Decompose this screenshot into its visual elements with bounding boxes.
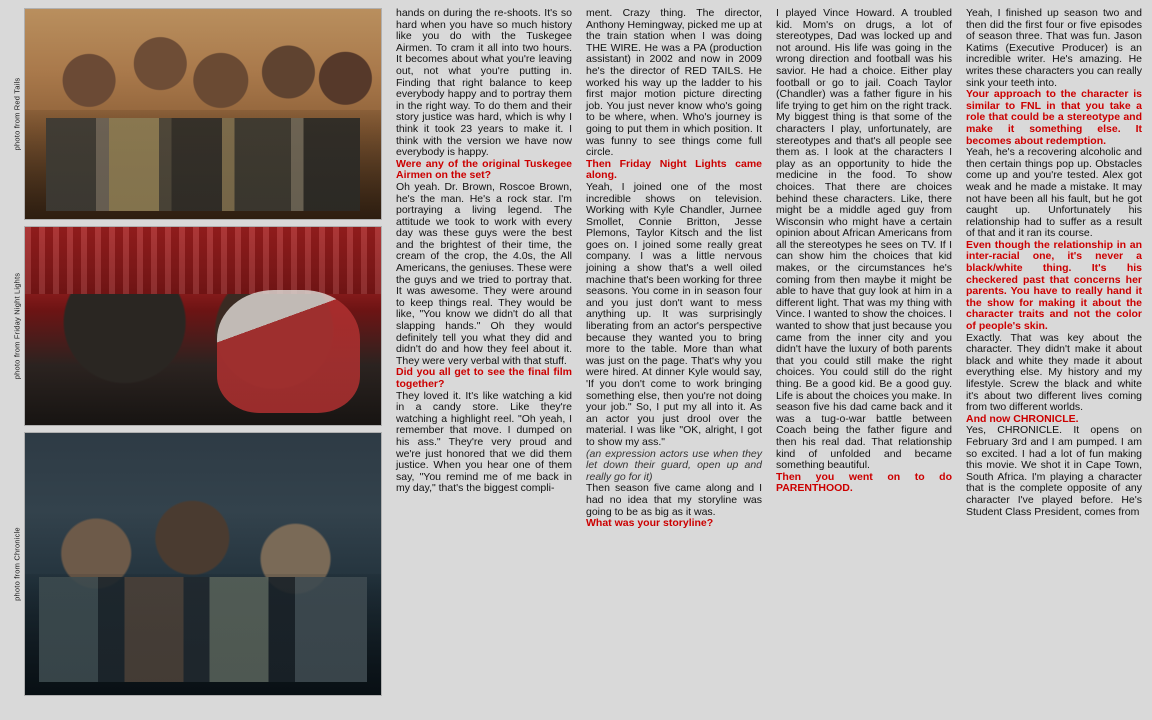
paragraph: Exactly. That was key about the character. They didn't make it about black and white they made it about everything else. My history and my lifestyle. Screw the black and white it's about two different lives coming from two different worlds. [966, 331, 1142, 414]
article-column-1 [396, 8, 572, 714]
article-text-columns [382, 8, 1142, 714]
photo-block-chronicle [10, 432, 382, 696]
paragraph: I played Vince Howard. A troubled kid. Mom's on drugs, a lot of stereotypes, Dad was locked up and not around. His life was going in the wrong direction and football was his savior. He had a choice. Either play football or go to jail. Coach Taylor (Chandler) was a father figure in his life trying to get him on the right track. My biggest thing is that some of the characters I play, unfortunately, are stereotypes and that's all people see them as. I look at the characters I play as an opportunity to hide the medicine in the food. To show choices. That there are choices behind these characters. Like, there might be a middle aged guy from Wisconsin who might have a certain opinion about African Americans from all the stereotypes he sees on TV. If I can show him the choices that kid makes, or the circumstances he's coming from then maybe it might be able to have that guy look at him in a different light. That was my thing with Vince. I wanted to show the choices. I wanted to show that just because you came from the inner city and you didn't have the luxury of both parents that you could still make the right choices. You could still do the right thing. Be a good kid. Be a good guy. Life is about the choices you make. In season five his dad came back and it was a tug-o-war battle between Coach being the father figure and then his real dad. That relationship kind of unfolded and became something beautiful. [776, 7, 952, 472]
photo-credit-chronicle: photo from Chronicle [12, 527, 22, 601]
paragraph: Yeah, he's a recovering alcoholic and then certain things pop up. Obstacles come up and you're tested. Alex got weak and he made a mistake. It may not have been all his fault, but he got caught up. Unfortunately his relationship had to suffer as a result of that and it ran its course. [966, 146, 1142, 240]
paragraph: ment. Crazy thing. The director, Anthony Hemingway, picked me up at the train station when I was doing THE WIRE. He was a PA (production assistant) in 2002 and now in 2009 he's the director of RED TAILS. He worked his way up the ladder to his first major motion picture directing job. You just never know who's going to be where, when. Who's journey is going to put them in which position. It was funny to see things come full circle. [586, 7, 762, 159]
interview-question: What was your storyline? [586, 517, 714, 530]
article-column-4 [966, 8, 1142, 714]
interview-question: Even though the relationship in an inter-racial one, it's never a black/white thing. It's his checkered past that concerns her parents. You have to really hand it the show for making it about the character traits and not the color of people's skin. [966, 238, 1142, 333]
interview-question: Then Friday Night Lights came along. [586, 157, 762, 182]
interview-question: Were any of the original Tuskegee Airmen on the set? [396, 157, 572, 182]
paragraph: They loved it. It's like watching a kid in a candy store. Like they're watching a highlight reel. "Oh yeah, I remember that move. I dumped on his ass." They're very proud and we're just honored that we did them justice. When you hear one of them say, "You remind me of me back in my day," that's the biggest compli- [396, 389, 572, 495]
photo-credit-friday-night-lights: photo from Friday Night Lights [12, 272, 22, 380]
interview-question: Then you went on to do PARENTHOOD. [776, 470, 952, 495]
photo-credit-red-tails: photo from Red Tails [12, 77, 22, 151]
photo-credit-chronicle-wrapper [10, 432, 24, 696]
paragraph: Yeah, I joined one of the most incredible shows on television. Working with Kyle Chandler, Jurnee Smollet, Connie Britton, Jesse Plemons, Taylor Kitsch and the list goes on. I joined some really great company. I was a little nervous joining a show that's a well oiled machine that's been working for three seasons. You come in in season four and you just don't want to mess anything up. It was surprisingly liberating from an actor's perspective because they wanted you to bring more to the table. More than what was just on the page. That's why you were hired. At dinner Kyle would say, 'If you don't come to work bringing something else, then you're not doing your job." So, I put my all into it. As an actor you just drool over the material. I was like "OK, alright, I got to show my ass." [586, 180, 762, 448]
article-column-2 [586, 8, 762, 714]
interview-question: Did you all get to see the final film together? [396, 366, 572, 390]
paragraph: Yeah, I finished up season two and then did the first four or five episodes of season three. That was fun. Jason Katims (Executive Producer) is an incredible writer. He's amazing. He writes these characters you can really sink your teeth into. [966, 7, 1142, 89]
interview-question: Your approach to the character is similar to FNL in that you take a role that could be a stereotype and make it something else. It becomes about redemption. [966, 88, 1142, 147]
paragraph: hands on during the re-shoots. It's so hard when you have so much history like you do with the Tuskegee Airmen. To cram it all into two hours. It becomes about what you're leaving out, not what you're putting in. Finding that right balance to keep everybody happy and to portray them in the right way. To do them and their story justice was hard, which is why I think it took 23 years to make it. I think with the version we have now everybody is happy. [396, 7, 572, 159]
chronicle-still [24, 432, 382, 696]
photo-credit-red-tails-wrapper [10, 8, 24, 220]
paragraph: Oh yeah. Dr. Brown, Roscoe Brown, he's the man. He's a rock star. I'm portraying a living legend. The attitude we took to work with every day was these guys were the best and the brightest of their time, the cream of the crop, the 4.0s, the All Americans, the geniuses. These were the guys and we tried to portray that. It was awesome. They were around to keep things real. They would be like, "You know we didn't do all that slapping hands." Oh they would definitely tell you what they did and didn't do and how they feel about it. They were very verbal with that stuff. [396, 180, 572, 367]
photo-column [10, 8, 382, 714]
friday-night-lights-still [24, 226, 382, 426]
interview-question: And now CHRONICLE. [966, 412, 1079, 425]
photo-credit-fnl-wrapper [10, 226, 24, 426]
paragraph: Yes, CHRONICLE. It opens on February 3rd and I am pumped. I am so excited. I had a lot of fun making this movie. We shot it in Cape Town, South Africa. I'm playing a character that is the complete opposite of any character I've played before. He's Student Class President, comes from [966, 424, 1142, 518]
editor-note: (an expression actors use when they let down their guard, open up and really go for it) [586, 447, 762, 483]
photo-block-friday-night-lights [10, 226, 382, 426]
article-column-3 [776, 8, 952, 714]
photo-block-red-tails [10, 8, 382, 220]
red-tails-still [24, 8, 382, 220]
paragraph: Then season five came along and I had no idea that my storyline was going to be as big as it was. [586, 482, 762, 518]
